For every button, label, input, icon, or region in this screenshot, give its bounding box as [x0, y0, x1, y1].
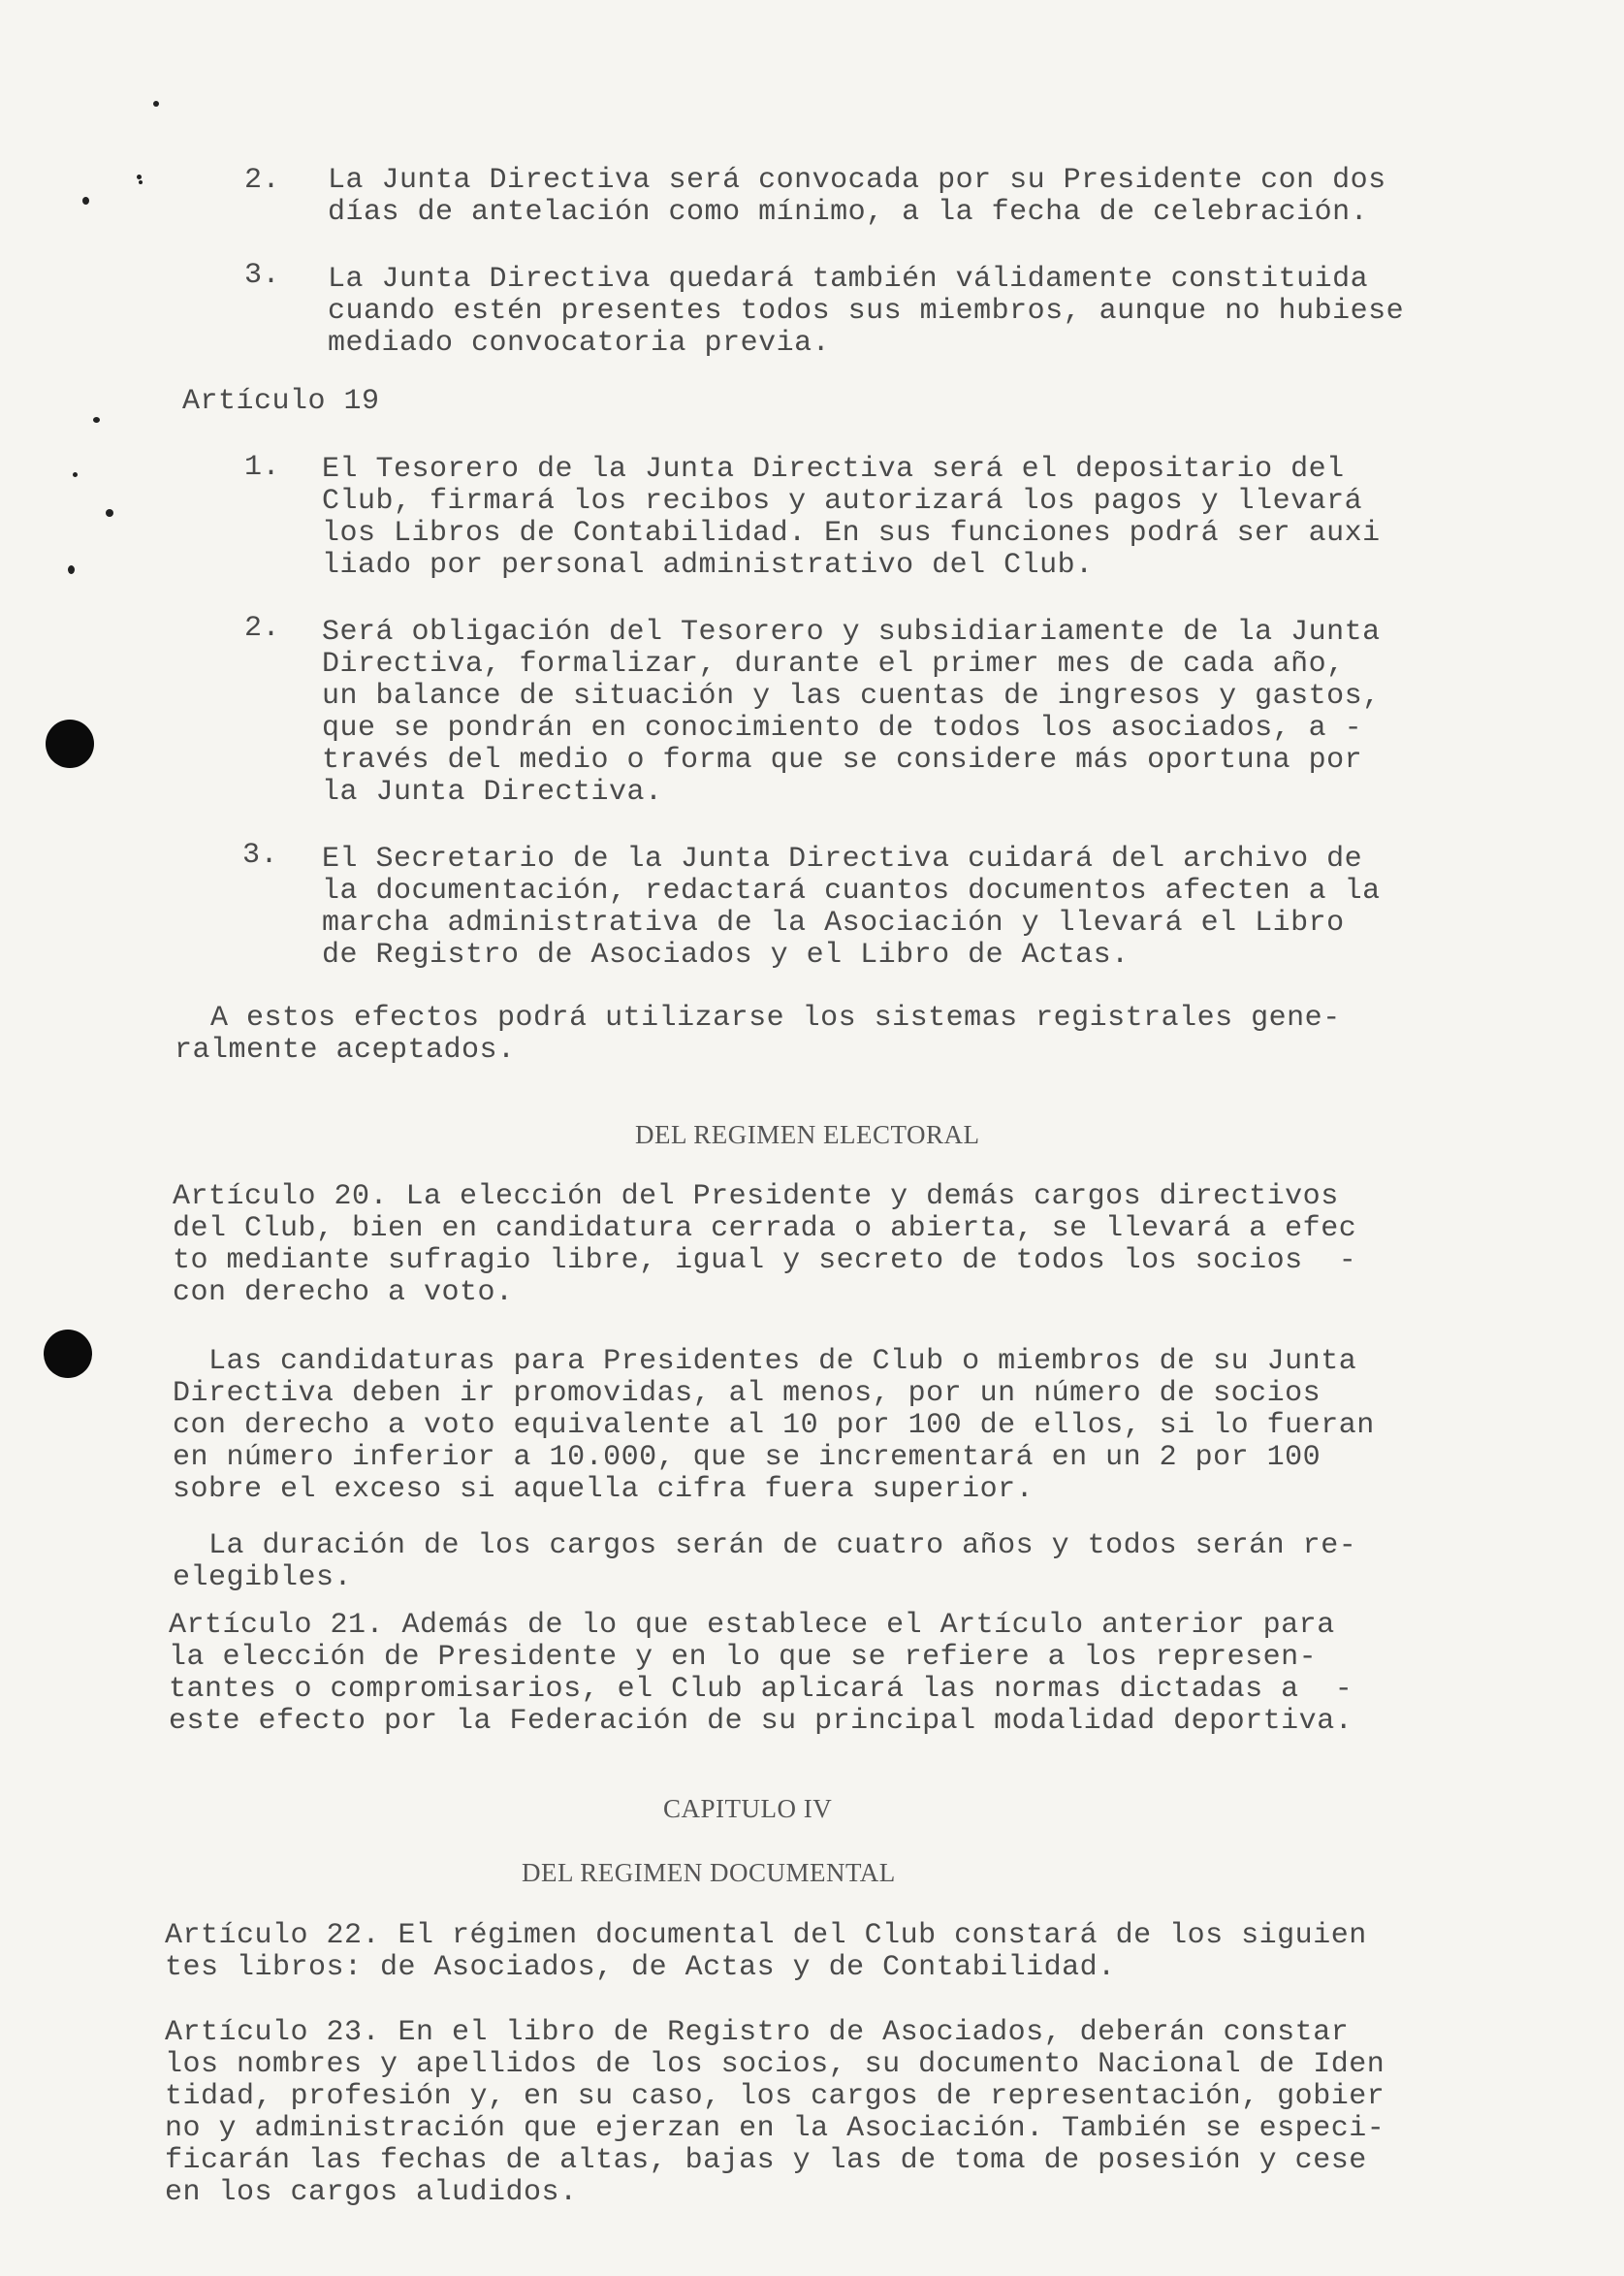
- margin-speck: [82, 197, 89, 205]
- margin-speck: [73, 472, 78, 477]
- section-heading-documental: DEL REGIMEN DOCUMENTAL: [522, 1858, 896, 1887]
- margin-speck: [139, 180, 143, 184]
- margin-speck: [68, 565, 75, 574]
- section-heading-electoral: DEL REGIMEN ELECTORAL: [635, 1120, 980, 1149]
- article-19-item-2: Será obligación del Tesorero y subsidiariamente de la Junta Directiva, formalizar, durante el primer mes de cada año, un balance de situación y las cuentas de ingresos y gastos, que se pondrán en conocimiento de todos los asociados, a - través del medio o forma que se considere más oportuna por la Junta Directiva.: [322, 616, 1381, 809]
- item-number: 3.: [242, 839, 279, 872]
- paragraph-2: La Junta Directiva será convocada por su Presidente con dos días de antelación como mínimo, a la fecha de celebración.: [328, 164, 1386, 229]
- article-23: Artículo 23. En el libro de Registro de Asociados, deberán constar los nombres y apellidos de los socios, su documento Nacional de Iden tidad, profesión y, en su caso, los cargos de representación, gobier no y administración que ejerzan en la Asociación. También se especi- ficarán las fechas de altas, bajas y las de toma de posesión y cese en los cargos aludidos.: [165, 2016, 1385, 2209]
- item-number: 1.: [244, 451, 281, 484]
- margin-speck: [106, 509, 113, 517]
- article-19-note: A estos efectos podrá utilizarse los sistemas registrales gene- ralmente aceptados.: [175, 1002, 1341, 1067]
- item-number: 2.: [244, 612, 281, 645]
- article-20-duracion: La duración de los cargos serán de cuatro años y todos serán re- elegibles.: [173, 1529, 1357, 1594]
- item-number: 3.: [244, 259, 281, 292]
- paragraph-3: La Junta Directiva quedará también válidamente constituida cuando estén presentes todos sus miembros, aunque no hubiese mediado convocatoria previa.: [328, 263, 1405, 360]
- article-19-item-3: El Secretario de la Junta Directiva cuidará del archivo de la documentación, redactará cuantos documentos afecten a la marcha administrativa de la Asociación y llevará el Libro de Registro de Asociados y el Libro de Actas.: [322, 843, 1381, 972]
- chapter-heading: CAPITULO IV: [663, 1794, 833, 1823]
- punch-hole-bottom: [44, 1330, 92, 1378]
- article-22: Artículo 22. El régimen documental del Club constará de los siguien tes libros: de Asociados, de Actas y de Contabilidad.: [165, 1919, 1367, 1984]
- punch-hole-top: [46, 720, 94, 768]
- article-21: Artículo 21. Además de lo que establece el Artículo anterior para la elección de Presidente y en lo que se refiere a los represen- tantes o compromisarios, el Club aplicará las normas dictadas a - este efecto por la Federación de su principal modalidad deportiva.: [169, 1609, 1353, 1738]
- article-19-item-1: El Tesorero de la Junta Directiva será el depositario del Club, firmará los recibos y autorizará los pagos y llevará los Libros de Contabilidad. En sus funciones podrá ser auxi liado por personal administrativo del Club.: [322, 453, 1381, 582]
- article-20-candidaturas: Las candidaturas para Presidentes de Club o miembros de su Junta Directiva deben ir promovidas, al menos, por un número de socios con derecho a voto equivalente al 10 por 100 de ellos, si lo fueran en número inferior a 10.000, que se incrementará en un 2 por 100 sobre el exceso si aquella cifra fuera superior.: [173, 1345, 1375, 1506]
- article-20: Artículo 20. La elección del Presidente y demás cargos directivos del Club, bien en candidatura cerrada o abierta, se llevará a efec to mediante sufragio libre, igual y secreto de todos los socios - con derecho a voto.: [173, 1180, 1357, 1309]
- article-19-label: Artículo 19: [182, 385, 380, 418]
- margin-speck: [93, 417, 100, 423]
- margin-speck: [153, 101, 159, 107]
- margin-speck: [137, 175, 142, 179]
- item-number: 2.: [244, 164, 281, 197]
